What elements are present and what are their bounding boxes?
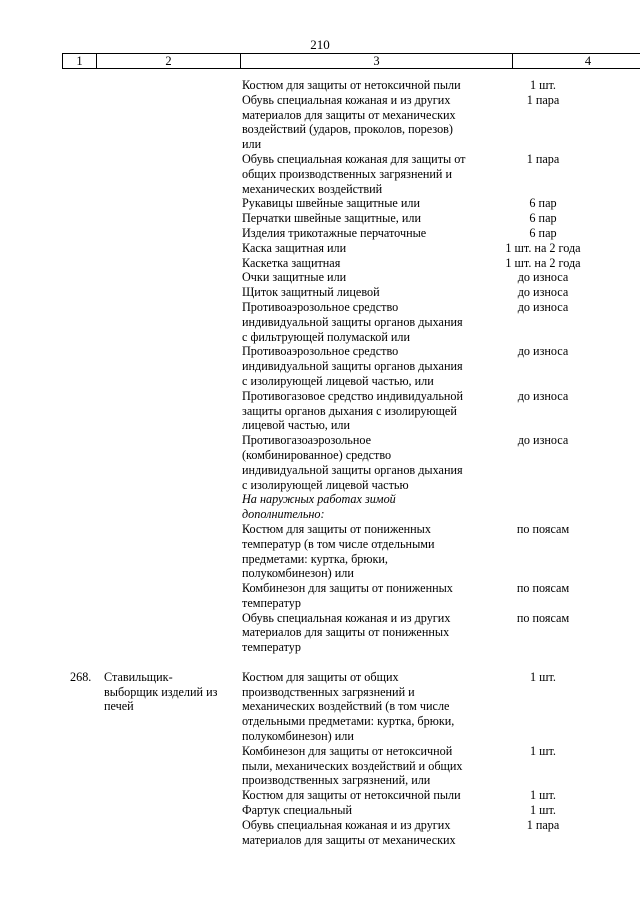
cell-col-3: Противогазоаэрозольное [242,433,372,448]
cell-col-2: печей [104,699,134,714]
table-row [0,241,640,256]
cell-col-3: лицевой частью, или [242,418,351,433]
cell-col-4: до износа [517,388,569,403]
cell-col-3: температур (в том числе отдельными [242,536,435,551]
cell-col-1: 268. [70,669,92,684]
cell-col-3: полукомбинезон) или [242,566,354,581]
cell-col-4: до износа [517,285,569,300]
table-row [0,330,640,345]
cell-col-3: пыли, механических воздействий и общих [242,758,463,773]
cell-col-3: индивидуальной защиты органов дыхания [242,314,463,329]
cell-col-4: до износа [517,433,569,448]
table-row [0,418,640,433]
cell-col-4: 1 пара [526,92,560,107]
table-row [0,93,640,108]
cell-col-3: с изолирующей лицевой частью, или [242,373,434,388]
table-row [0,137,640,152]
cell-col-3: дополнительно: [242,507,325,522]
cell-col-4: по поясам [516,610,570,625]
table-row [0,300,640,315]
table-row [0,625,640,640]
cell-col-4: до износа [517,270,569,285]
cell-col-3: Фартук специальный [242,803,352,818]
cell-col-4: 6 пар [529,211,557,226]
cell-col-3: Обувь специальная кожаная для защиты от [242,151,466,166]
cell-col-4: 1 пара [526,151,560,166]
table-row [0,670,640,685]
cell-col-4: по поясам [516,581,570,596]
cell-col-3: Каскетка защитная [242,255,341,270]
cell-col-3: Комбинезон для защиты от нетоксичной [242,743,453,758]
cell-col-3: (комбинированное) средство [242,447,392,462]
cell-col-2: выборщик изделий из [104,684,218,699]
cell-col-4: до износа [517,344,569,359]
cell-col-4: 1 шт. [530,669,556,684]
cell-col-3: Противоаэрозольное средство [242,299,399,314]
table-row [0,315,640,330]
table-row [0,359,640,374]
cell-col-3: механических воздействий (в том числе [242,699,450,714]
cell-col-3: производственных загрязнений и [242,684,415,699]
cell-col-3: защиты органов дыхания с изолирующей [242,403,457,418]
table-row [0,744,640,759]
table-row [0,270,640,285]
cell-col-3: материалов для защиты от механических [242,107,456,122]
table-row [0,507,640,522]
table-row [0,833,640,848]
header-col-1: 1 [63,54,97,68]
cell-col-3: или [242,137,262,152]
cell-col-3: Костюм для защиты от пониженных [242,521,431,536]
table-row [0,167,640,182]
table-row [0,714,640,729]
table-row [0,182,640,197]
table-row [0,759,640,774]
table-row [0,478,640,493]
table-row [0,729,640,744]
cell-col-3: общих производственных загрязнений и [242,166,453,181]
cell-col-3: воздействий (ударов, проколов, порезов) [242,122,453,137]
cell-col-2: Ставильщик- [104,669,173,684]
cell-col-4: 1 шт. [530,78,556,92]
table-row [0,803,640,818]
table-row [0,566,640,581]
header-col-4: 4 [584,54,592,68]
table-row [0,448,640,463]
header-col-3: 3 [241,54,513,68]
cell-col-3: предметами: куртка, брюки, [242,551,388,566]
cell-col-4: 1 шт. на 2 года [505,255,581,270]
table-row [0,344,640,359]
table-row [0,699,640,714]
cell-col-4: 1 шт. [530,788,556,803]
cell-col-3: полукомбинезон) или [242,729,354,744]
cell-col-3: индивидуальной защиты органов дыхания [242,462,463,477]
table-row [0,78,640,93]
table-row [0,581,640,596]
cell-col-3: Перчатки швейные защитные, или [242,211,422,226]
table-row [0,211,640,226]
page-number: 210 [310,37,330,52]
cell-col-3: Обувь специальная кожаная и из других [242,92,451,107]
cell-col-3: с изолирующей лицевой частью [242,477,409,492]
table-header [62,53,640,69]
cell-col-4: по поясам [516,521,570,536]
cell-col-3: Очки защитные или [242,270,347,285]
table-row [0,389,640,404]
cell-col-3: Комбинезон для защиты от пониженных [242,581,453,596]
table-row [0,685,640,700]
cell-col-3: индивидуальной защиты органов дыхания [242,359,463,374]
cell-col-4: 6 пар [529,225,557,240]
table-row [0,596,640,611]
cell-col-3: Костюм для защиты от общих [242,669,399,684]
table-body [0,78,640,847]
table-row [0,404,640,419]
table-row [0,773,640,788]
table-row [0,640,640,655]
cell-col-4: до износа [517,299,569,314]
cell-col-4: 6 пар [529,196,557,211]
cell-col-3: механических воздействий [242,181,383,196]
table-row [0,256,640,271]
header-col-2: 2 [97,54,241,68]
table-row [0,463,640,478]
cell-col-3: На наружных работах зимой [242,492,396,507]
cell-col-3: Костюм для защиты от нетоксичной пыли [242,788,461,803]
cell-col-3: с фильтрующей полумаской или [242,329,411,344]
table-row [0,818,640,833]
cell-col-4: 1 шт. [530,743,556,758]
table-row [0,196,640,211]
cell-col-3: материалов для защиты от пониженных [242,625,450,640]
table-row [0,285,640,300]
table-row [0,492,640,507]
table-row [0,433,640,448]
table-row [0,788,640,803]
table-row [0,152,640,167]
cell-col-4: 1 шт. [530,803,556,818]
table-row [0,374,640,389]
cell-col-3: температур [242,595,301,610]
cell-col-3: Костюм для защиты от нетоксичной пыли [242,78,461,92]
cell-col-3: материалов для защиты от механических [242,832,456,847]
cell-col-4: 1 пара [526,817,560,832]
table-row [0,552,640,567]
table-row [0,537,640,552]
cell-col-3: Щиток защитный лицевой [242,285,380,300]
cell-col-4: 1 шт. на 2 года [505,240,581,255]
cell-col-3: Каска защитная или [242,240,347,255]
cell-col-3: Обувь специальная кожаная и из других [242,610,451,625]
table-row [0,226,640,241]
cell-col-3: отдельными предметами: куртка, брюки, [242,714,455,729]
table-row [0,611,640,626]
cell-col-3: производственных загрязнений, или [242,773,431,788]
table-row [0,522,640,537]
table-row [0,655,640,670]
cell-col-3: Противогазовое средство индивидуальной [242,388,464,403]
cell-col-3: Обувь специальная кожаная и из других [242,817,451,832]
cell-col-3: Рукавицы швейные защитные или [242,196,420,211]
table-row [0,108,640,123]
cell-col-3: Противоаэрозольное средство [242,344,399,359]
cell-col-3: Изделия трикотажные перчаточные [242,225,427,240]
table-row [0,122,640,137]
cell-col-3: температур [242,640,301,655]
